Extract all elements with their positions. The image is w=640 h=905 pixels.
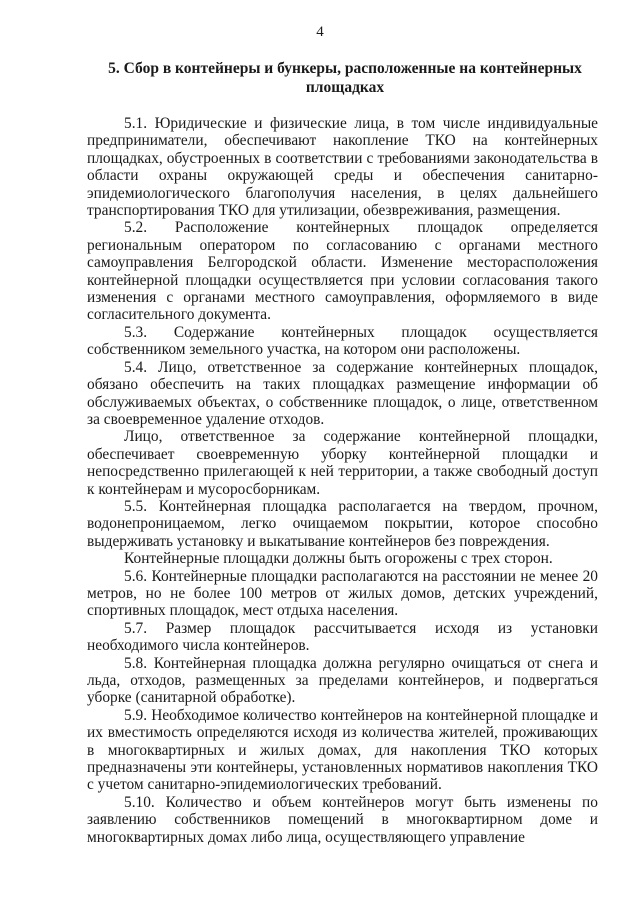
paragraph-5-5: 5.5. Контейнерная площадка располагается на твердом, прочном, водонепроницаемом, легко очищаемом покрытии, которое способно выдерживать установку и выкатывание контейнеров без повреждения. <box>87 497 598 550</box>
paragraph-5-7: 5.7. Размер площадок рассчитывается исходя из установки необходимого числа контейнеров. <box>87 619 598 655</box>
page-number: 4 <box>316 24 324 40</box>
section-title: 5. Сбор в контейнеры и бункеры, расположенные на контейнерных площадках <box>108 60 582 96</box>
paragraph-5-5-continued: Контейнерные площадки должны быть огорожены с трех сторон. <box>124 550 553 568</box>
paragraph-5-4: 5.4. Лицо, ответственное за содержание контейнерных площадок, обязано обеспечить на таких площадках размещение информации об обслуживаемых объектах, о собственнике площадок, о лице, ответственном за своевременное удаление отходов. <box>87 358 598 428</box>
paragraph-5-3: 5.3. Содержание контейнерных площадок осуществляется собственником земельного участка, на котором они расположены. <box>87 323 598 359</box>
paragraph-5-8: 5.8. Контейнерная площадка должна регулярно очищаться от снега и льда, отходов, размещенных за пределами контейнеров, и подвергаться уборке (санитарной обработке). <box>87 654 598 707</box>
paragraph-5-1: 5.1. Юридические и физические лица, в том числе индивидуальные предприниматели, обеспечивают накопление ТКО на контейнерных площадках, обустроенных в соответствии с требованиями законодательства в области охраны окружающей среды и обеспечения санитарно-эпидемиологического благополучия населения, в целях дальнейшего транспортирования ТКО для утилизации, обезвреживания, размещения. <box>87 115 598 220</box>
paragraph-5-4-continued: Лицо, ответственное за содержание контейнерной площадки, обеспечивает своевременную уборку контейнерной площадки и непосредственно прилегающей к ней территории, а также свободный доступ к контейнерам и мусоросборникам. <box>87 428 598 498</box>
paragraph-5-9: 5.9. Необходимое количество контейнеров на контейнерной площадке и их вместимость определяются исходя из количества жителей, проживающих в многоквартирных и жилых домах, для накопления ТКО которых предназначены эти контейнеры, установленных нормативов накопления ТКО с учетом санитарно-эпидемиологических требований. <box>87 706 598 794</box>
paragraph-5-6: 5.6. Контейнерные площадки располагаются на расстоянии не менее 20 метров, но не более 100 метров от жилых домов, детских учреждений, спортивных площадок, мест отдыха населения. <box>87 567 598 620</box>
document-body <box>87 115 598 846</box>
paragraph-5-2: 5.2. Расположение контейнерных площадок определяется региональным оператором по согласованию с органами местного самоуправления Белгородской области. Изменение месторасположения контейнерной площадки осуществляется при условии согласования такого изменения с органами местного самоуправления, оформляемого в виде согласительного документа. <box>87 219 598 324</box>
paragraph-5-10: 5.10. Количество и объем контейнеров могут быть изменены по заявлению собственников помещений в многоквартирном доме и многоквартирных домах либо лица, осуществляющего управление <box>87 793 598 846</box>
